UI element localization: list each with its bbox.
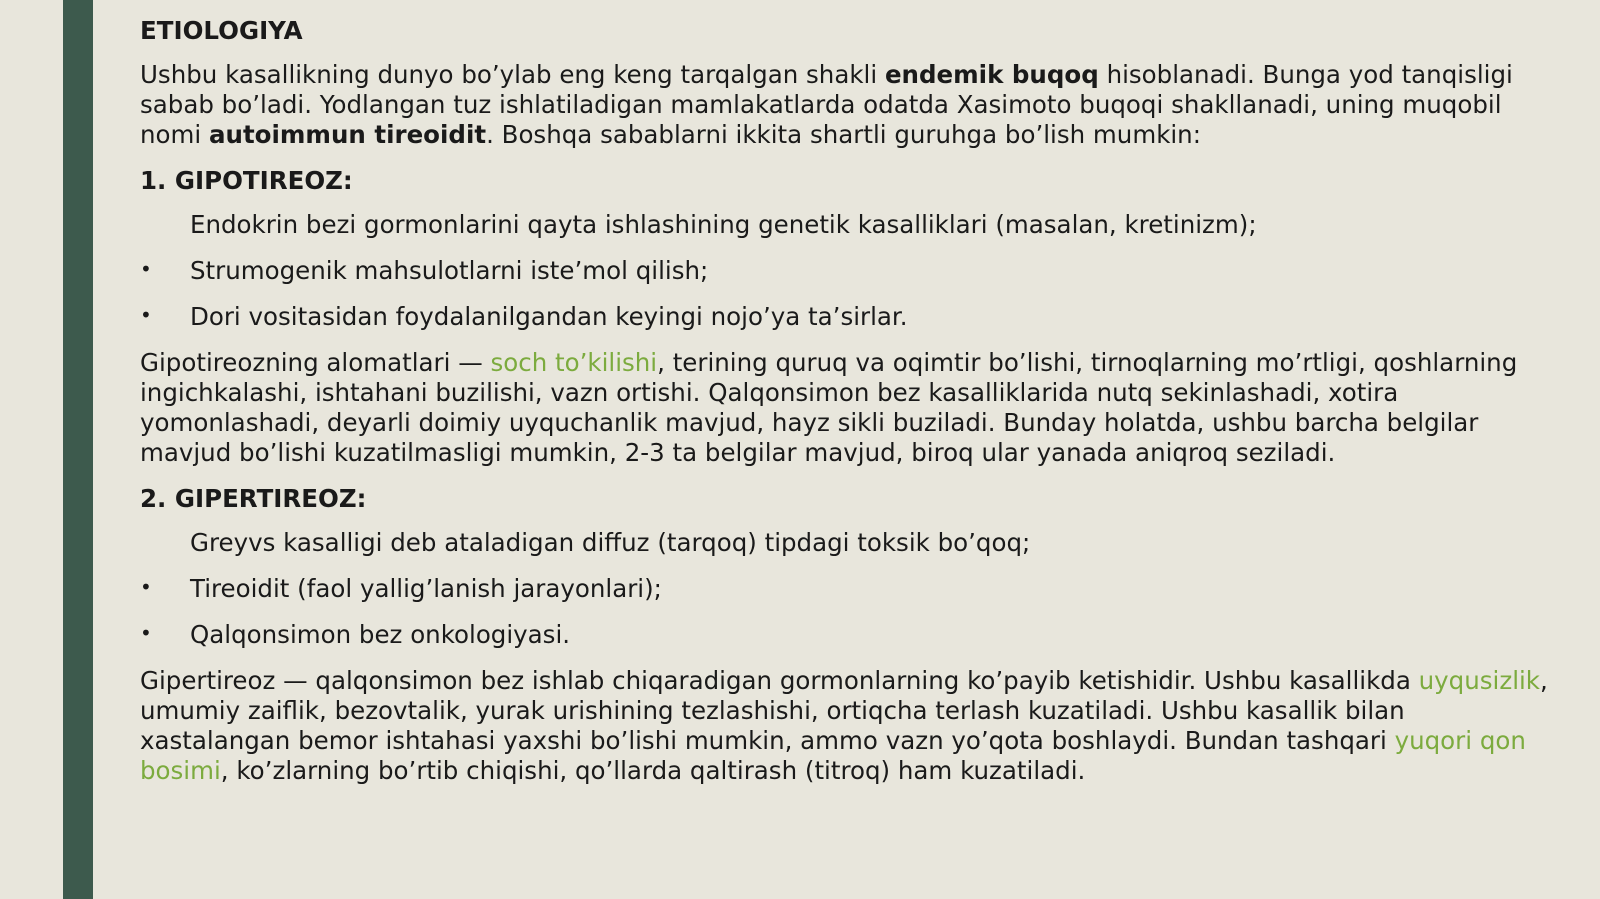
page-title: ETIOLOGIYA — [140, 16, 303, 45]
description-text-3: , ko’zlarning bo’rtib chiqishi, qo’llarda qaltirash (titroq) ham kuzatiladi. — [220, 756, 1086, 785]
list-item-text: Tireoidit (faol yallig’lanish jarayonlari); — [190, 574, 662, 603]
section1-description — [140, 348, 1550, 468]
intro-text-1: Ushbu kasallikning dunyo bo’ylab eng keng tarqalgan shakli — [140, 60, 885, 89]
insomnia-link[interactable]: uyqusizlik — [1418, 666, 1540, 695]
intro-paragraph — [140, 60, 1550, 150]
intro-text-3: . Boshqa sabablarni ikkita shartli guruhga bo’lish mumkin: — [486, 120, 1201, 149]
list-item-text: Endokrin bezi gormonlarini qayta ishlashining genetik kasalliklari (masalan, kretinizm); — [190, 210, 1257, 239]
section2-heading: 2. GIPERTIREOZ: — [140, 484, 367, 513]
sidebar-accent-bar — [63, 0, 93, 899]
intro-text-2: hisoblanadi. Bunga yod tanqisligi sabab bo’ladi. Yodlangan tuz ishlatiladigan mamlakatlarda odatda Xasimoto buqoqi shakllanadi, uning muqobil nomi — [140, 60, 1513, 149]
description-text-1: Gipertireoz — qalqonsimon bez ishlab chiqaradigan gormonlarning ko’payib ketishidir. Ushbu kasallikda — [140, 666, 1419, 695]
bullet-icon: • — [140, 575, 152, 599]
high-blood-pressure-link[interactable]: yuqori qon bosimi — [140, 726, 1526, 785]
list-item — [140, 256, 1550, 286]
list-item — [140, 210, 1550, 240]
list-item — [140, 528, 1550, 558]
slide-content — [140, 16, 1550, 802]
list-item — [140, 620, 1550, 650]
description-text-2: , terining quruq va oqimtir bo’lishi, tirnoqlarning mo’rtligi, qoshlarning ingichkalashi, ishtahani buzilishi, vazn ortishi. Qalqonsimon bez kasalliklarida nutq sekinlashadi, xotira yomonlashadi, deyarli doimiy uyquchanlik mavjud, hayz sikli buziladi. Bunday holatda, ushbu barcha belgilar mavjud bo’lishi kuzatilmasligi mumkin, 2-3 ta belgilar mavjud, biroq ular yanada aniqroq seziladi. — [140, 348, 1518, 467]
intro-bold-1: endemik buqoq — [884, 60, 1099, 89]
list-item-text: Greyvs kasalligi deb ataladigan diffuz (tarqoq) tipdagi toksik bo’qoq; — [190, 528, 1031, 557]
section1-heading: 1. GIPOTIREOZ: — [140, 166, 353, 195]
list-item-text: Dori vositasidan foydalanilgandan keyingi nojo’ya ta’sirlar. — [190, 302, 908, 331]
list-item-text: Qalqonsimon bez onkologiyasi. — [190, 620, 571, 649]
section2-description — [140, 666, 1550, 786]
description-text-1: Gipotireozning alomatlari — — [140, 348, 491, 377]
list-item — [140, 302, 1550, 332]
bullet-icon: • — [140, 257, 152, 281]
bullet-icon: • — [140, 621, 152, 645]
list-item-text: Strumogenik mahsulotlarni iste’mol qilish; — [190, 256, 709, 285]
description-text-2: , umumiy zaiflik, bezovtalik, yurak urishining tezlashishi, ortiqcha terlash kuzatiladi. Ushbu kasallik bilan xastalangan bemor ishtahasi yaxshi bo’lishi mumkin, ammo vazn yo’qota boshlaydi. Bundan tashqari — [140, 666, 1548, 755]
list-item — [140, 574, 1550, 604]
hair-loss-link[interactable]: soch to’kilishi — [490, 348, 658, 377]
bullet-icon: • — [140, 303, 152, 327]
intro-bold-2: autoimmun tireoidit — [208, 120, 487, 149]
